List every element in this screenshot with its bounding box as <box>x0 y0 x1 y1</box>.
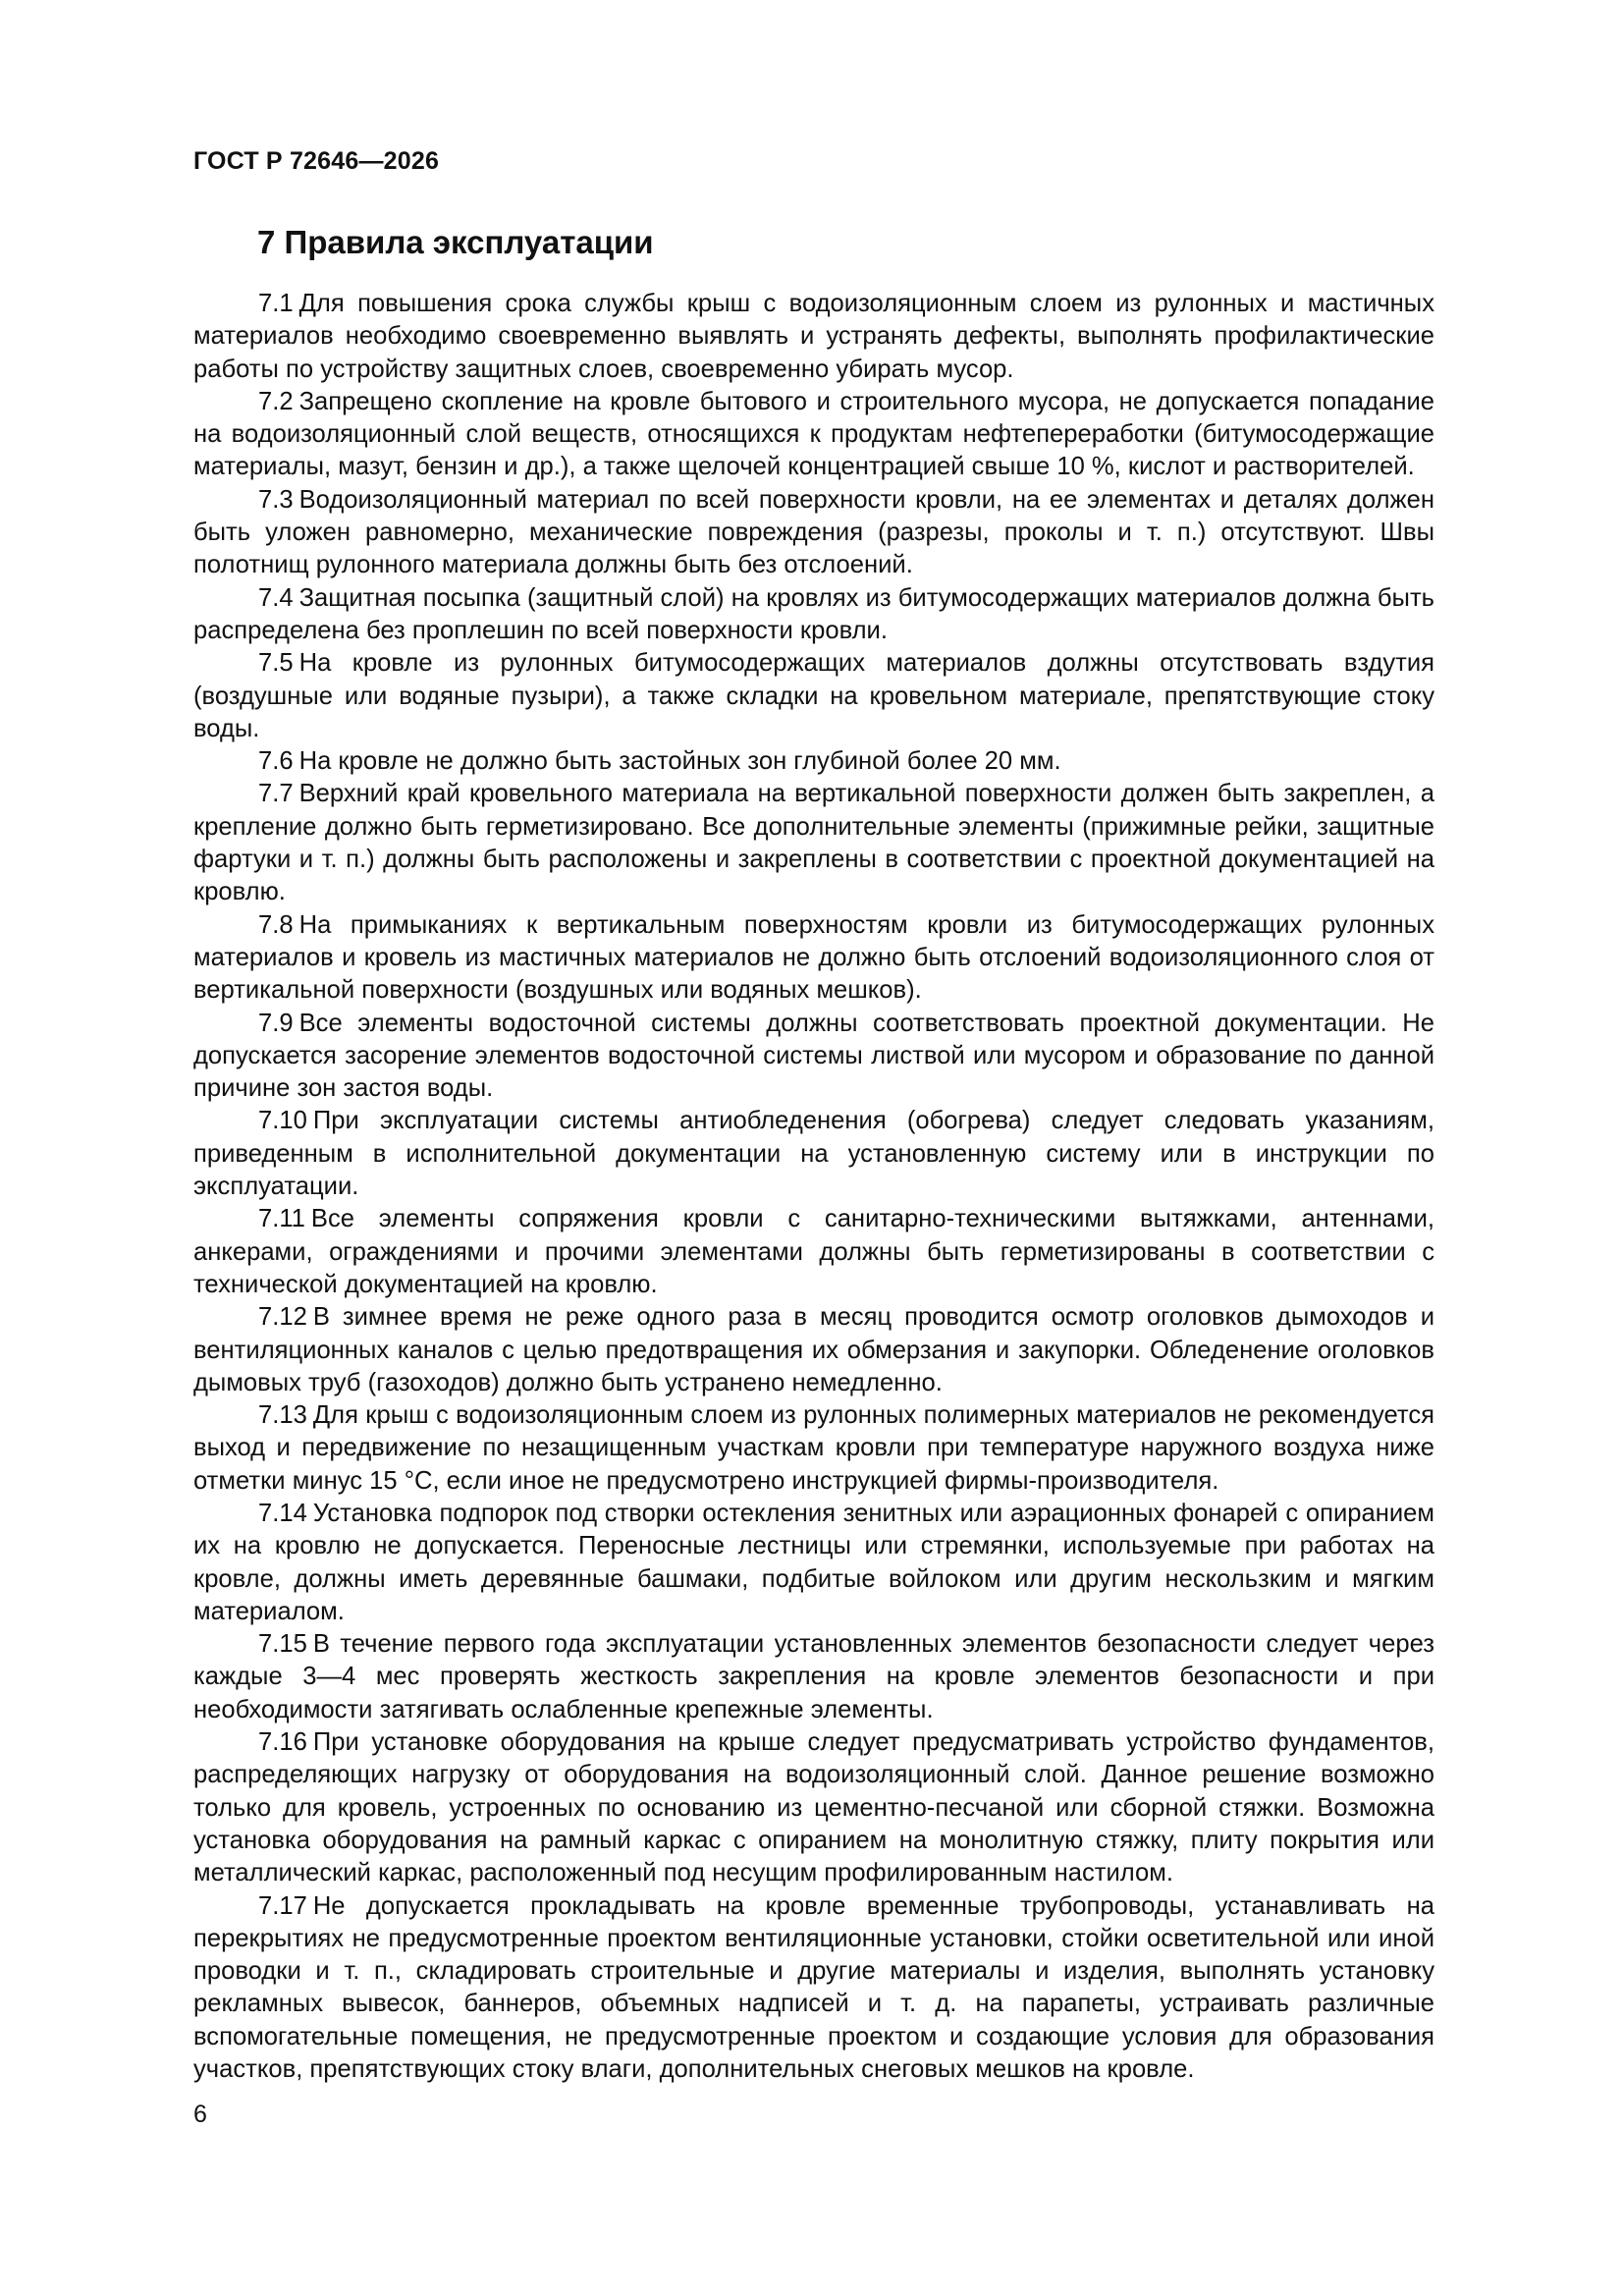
paragraph-text: Защитная посыпка (защитный слой) на кровлях из битумосодержащих материалов должна быть распределена без проплешин по всей поверхности кровли. <box>193 583 1434 644</box>
paragraph-number: 7.6 <box>258 747 294 776</box>
paragraph-number: 7.4 <box>258 583 294 612</box>
standard-code-header: ГОСТ Р 72646—2026 <box>193 147 440 175</box>
paragraph-text: На кровле не должно быть застойных зон глубиной более 20 мм. <box>298 747 1061 776</box>
paragraph-7-15 <box>193 1628 1434 1726</box>
paragraph-number: 7.5 <box>258 649 294 678</box>
paragraph-number: 7.1 <box>258 290 294 317</box>
paragraph-text: В течение первого года эксплуатации установленных элементов безопасности следует через каждые 3—4 мес проверять жесткость закрепления на кровле элементов безопасности и при необходимости затягивать ослабленные крепежные элементы. <box>193 1630 1434 1723</box>
section-title: 7 Правила эксплуатации <box>257 224 654 260</box>
paragraph-7-7 <box>193 778 1434 908</box>
paragraph-text: Для крыш с водоизоляционным слоем из рулонных полимерных материалов не рекомендуется выход и передвижение по незащищенным участкам кровли при температуре наружного воздуха ниже отметки минус 15 °С, если иное не предусмотрено инструкцией фирмы-производителя. <box>193 1401 1434 1495</box>
paragraph-7-9 <box>193 1008 1434 1106</box>
paragraph-text: При эксплуатации системы антиобледенения (обогрева) следует следовать указаниям, приведенным в исполнительной документации на установленную систему или в инструкции по эксплуатации. <box>193 1107 1434 1201</box>
paragraph-7-16 <box>193 1726 1434 1889</box>
paragraph-7-3 <box>193 484 1434 582</box>
paragraph-number: 7.8 <box>258 910 294 939</box>
paragraph-7-10 <box>193 1105 1434 1203</box>
paragraph-text: На кровле из рулонных битумосодержащих материалов должны отсутствовать вздутия (воздушные или водяные пузыри), а также складки на кровельном материале, препятствующие стоку воды. <box>193 649 1434 742</box>
paragraph-number: 7.16 <box>258 1728 307 1757</box>
paragraph-number: 7.15 <box>258 1630 307 1659</box>
paragraph-number: 7.11 <box>258 1205 305 1233</box>
paragraph-text: Не допускается прокладывать на кровле временные трубопроводы, устанавливать на перекрытиях не предусмотренные проектом вентиляционные установки, стойки осветительной или иной проводки и т. п., складировать строительные и другие материалы и изделия, выполнять установку рекламных вывесок, баннеров, объемных надписей и т. д. на парапеты, устраивать различные вспомогательные помещения, не предусмотренные проектом и создающие условия для образования участков, препятствующих стоку влаги, дополнительных снеговых мешков на кровле. <box>193 1891 1434 2084</box>
paragraph-text: Все элементы сопряжения кровли с санитарно-техническими вытяжками, антеннами, анкерами, ограждениями и прочими элементами должны быть герметизированы в соответствии с технической документацией на кровлю. <box>193 1205 1434 1298</box>
paragraph-7-6 <box>193 745 1434 778</box>
paragraph-7-8 <box>193 909 1434 1008</box>
paragraph-7-1 <box>193 288 1434 386</box>
paragraph-7-13 <box>193 1399 1434 1498</box>
paragraph-number: 7.9 <box>258 1009 294 1037</box>
paragraph-7-14 <box>193 1498 1434 1628</box>
paragraph-number: 7.14 <box>258 1499 307 1527</box>
paragraph-7-12 <box>193 1301 1434 1399</box>
paragraph-text: Верхний край кровельного материала на вертикальной поверхности должен быть закреплен, а крепление должно быть герметизировано. Все дополнительные элементы (прижимные рейки, защитные фартуки и т. п.) должны быть расположены и закреплены в соответствии с проектной документацией на кровлю. <box>193 780 1434 906</box>
paragraph-number: 7.3 <box>258 485 294 514</box>
paragraph-text: Все элементы водосточной системы должны соответствовать проектной документации. Не допускается засорение элементов водосточной системы листвой или мусором и образование по данной причине зон застоя воды. <box>193 1009 1434 1103</box>
paragraph-number: 7.10 <box>258 1107 307 1135</box>
paragraph-number: 7.2 <box>258 387 294 415</box>
paragraph-text: В зимнее время не реже одного раза в месяц проводится осмотр оголовков дымоходов и вентиляционных каналов с целью предотвращения их обмерзания и закупорки. Обледенение оголовков дымовых труб (газоходов) должно быть устранено немедленно. <box>193 1303 1434 1396</box>
page-number: 6 <box>193 2101 207 2128</box>
paragraph-number: 7.7 <box>258 780 294 808</box>
paragraph-text: Запрещено скопление на кровле бытового и строительного мусора, не допускается попадание на водоизоляционный слой веществ, относящихся к продуктам нефтепереработки (битумосодержащие материалы, мазут, бензин и др.), а также щелочей концентрацией свыше 10 %, кислот и растворителей. <box>193 387 1434 481</box>
paragraph-7-4 <box>193 582 1434 648</box>
paragraph-7-17 <box>193 1890 1434 2087</box>
paragraph-text: При установке оборудования на крыше следует предусматривать устройство фундаментов, распределяющих нагрузку от оборудования на водоизоляционный слой. Данное решение возможно только для кровель, устроенных по основанию из цементно-песчаной или сборной стяжки. Возможна установка оборудования на рамный каркас с опиранием на монолитную стяжку, плиту покрытия или металлический каркас, расположенный под несущим профилированным настилом. <box>193 1728 1434 1887</box>
paragraph-7-2 <box>193 386 1434 484</box>
paragraph-7-5 <box>193 647 1434 745</box>
paragraph-7-11 <box>193 1203 1434 1301</box>
paragraph-text: Водоизоляционный материал по всей поверхности кровли, на ее элементах и деталях должен быть уложен равномерно, механические повреждения (разрезы, проколы и т. п.) отсутствуют. Швы полотнищ рулонного материала должны быть без отслоений. <box>193 485 1434 579</box>
paragraph-text: На примыканиях к вертикальным поверхностям кровли из битумосодержащих рулонных материалов и кровель из мастичных материалов не должно быть отслоений водоизоляционного слоя от вертикальной поверхности (воздушных или водяных мешков). <box>193 910 1434 1005</box>
paragraph-number: 7.13 <box>258 1401 307 1430</box>
paragraph-number: 7.12 <box>258 1303 307 1332</box>
section-body <box>193 288 1434 2086</box>
paragraph-number: 7.17 <box>258 1891 307 1920</box>
paragraph-text: Для повышения срока службы крыш с водоизоляционным слоем из рулонных и мастичных материалов необходимо своевременно выявлять и устранять дефекты, выполнять профилактические работы по устройству защитных слоев, своевременно убирать мусор. <box>193 290 1434 383</box>
paragraph-text: Установка подпорок под створки остекления зенитных или аэрационных фонарей с опиранием их на кровлю не допускается. Переносные лестницы или стремянки, используемые при работах на кровле, должны иметь деревянные башмаки, подбитые войлоком или другим нескользким и мягким материалом. <box>193 1499 1434 1625</box>
